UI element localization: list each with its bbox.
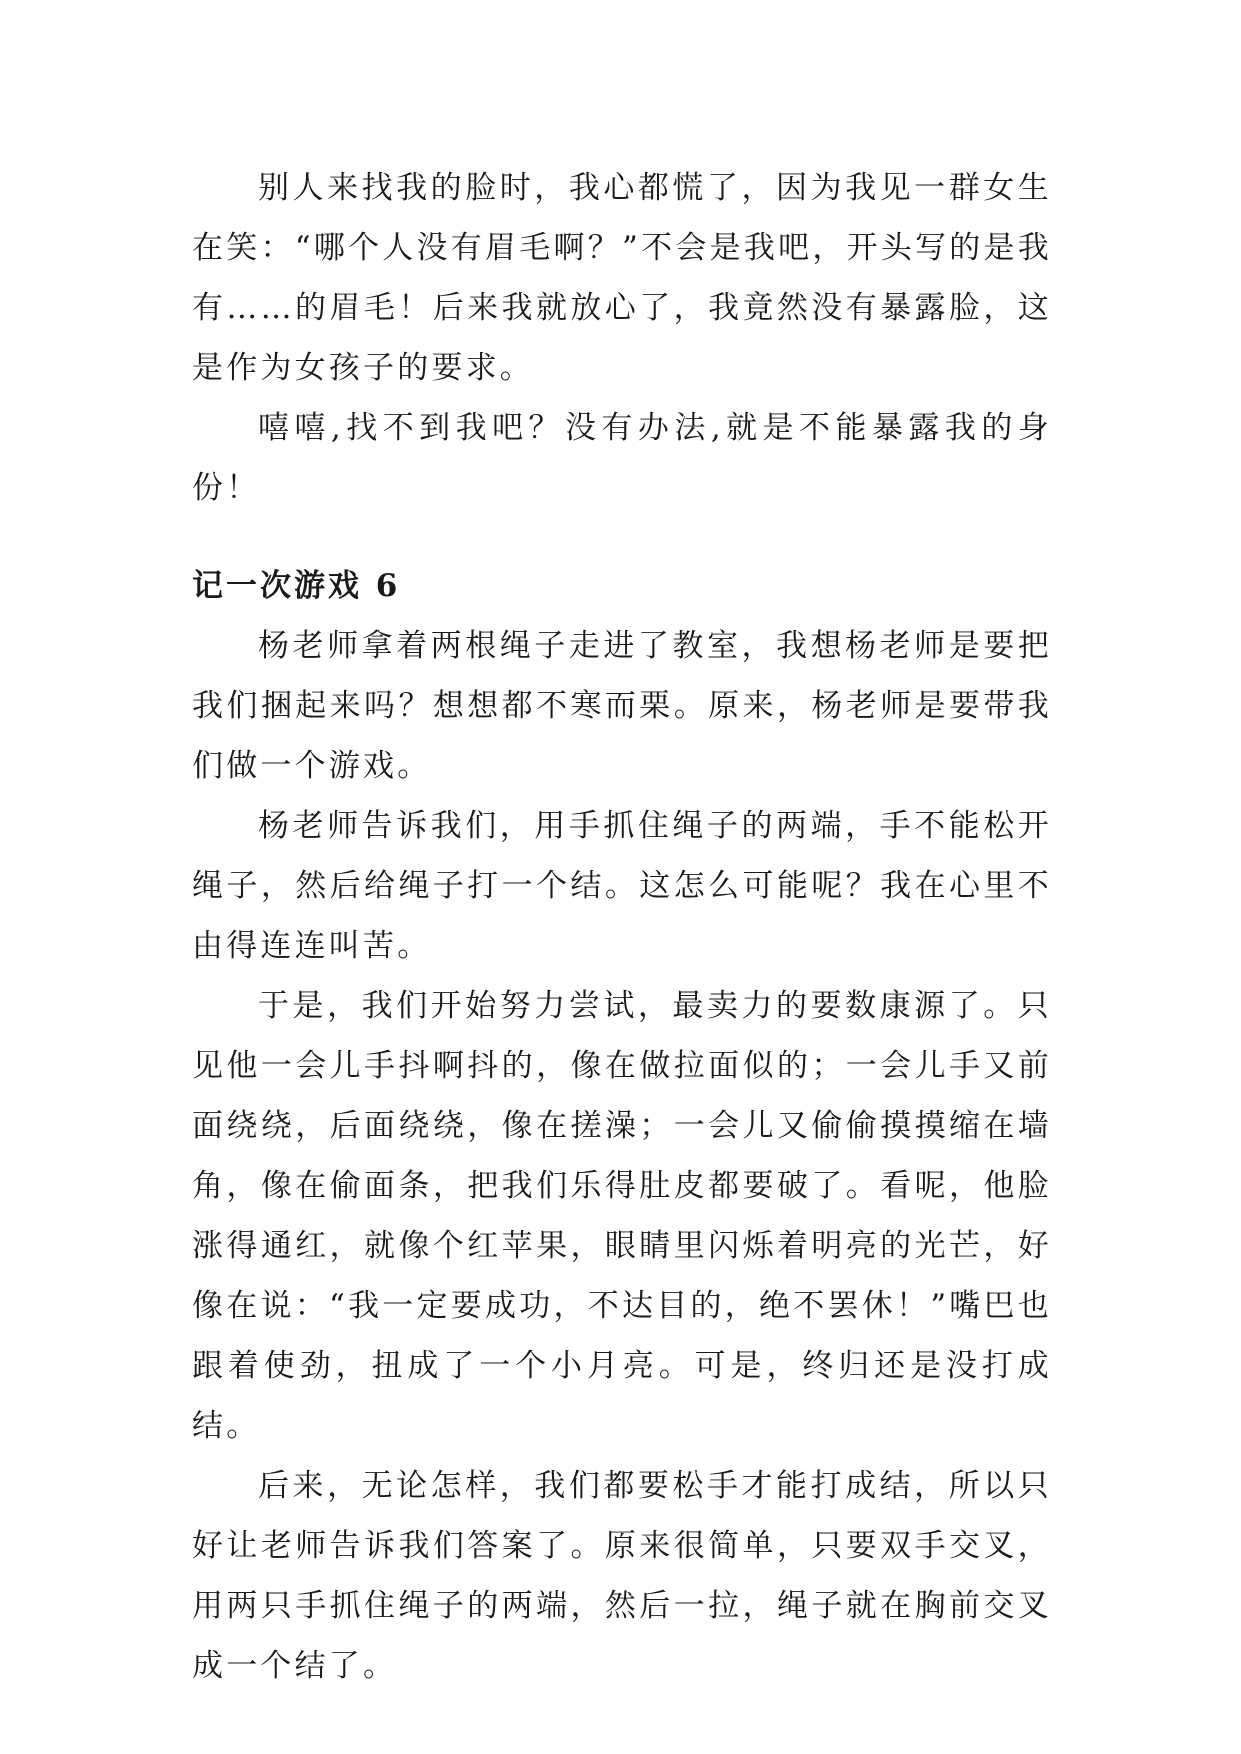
paragraph-face-story-ending: 别人来找我的脸时，我心都慌了，因为我见一群女生在笑：“哪个人没有眉毛啊？”不会是我吧，开头写的是我有……的眉毛！后来我就放心了，我竟然没有暴露脸，这是作为女孩子的要求。	[192, 170, 1052, 386]
paragraph-hidden-identity: 嘻嘻,找不到我吧？没有办法,就是不能暴露我的身份！	[192, 410, 1052, 506]
article-title: 记一次游戏 6	[192, 568, 401, 604]
paragraph-kang-yuan-attempt: 于是，我们开始努力尝试，最卖力的要数康源了。只见他一会儿手抖啊抖的，像在做拉面似的；一会儿手又前面绕绕，后面绕绕，像在搓澡；一会儿又偷偷摸摸缩在墙角，像在偷面条，把我们乐得肚皮都要破了。看呢，他脸涨得通红，就像个红苹果，眼睛里闪烁着明亮的光芒，好像在说：“我一定要成功，不达目的，绝不罢休！”嘴巴也跟着使劲，扭成了一个小月亮。可是，终归还是没打成结。	[192, 988, 1052, 1444]
document-page	[192, 158, 1052, 1696]
paragraph-game-rules: 杨老师告诉我们，用手抓住绳子的两端，手不能松开绳子，然后给绳子打一个结。这怎么可能呢？我在心里不由得连连叫苦。	[192, 808, 1052, 964]
paragraph-answer: 后来，无论怎样，我们都要松手才能打成结，所以只好让老师告诉我们答案了。原来很简单，只要双手交叉，用两只手抓住绳子的两端，然后一拉，绳子就在胸前交叉成一个结了。	[192, 1468, 1052, 1684]
paragraph-rope-intro: 杨老师拿着两根绳子走进了教室，我想杨老师是要把我们捆起来吗？想想都不寒而栗。原来，杨老师是要带我们做一个游戏。	[192, 628, 1052, 784]
